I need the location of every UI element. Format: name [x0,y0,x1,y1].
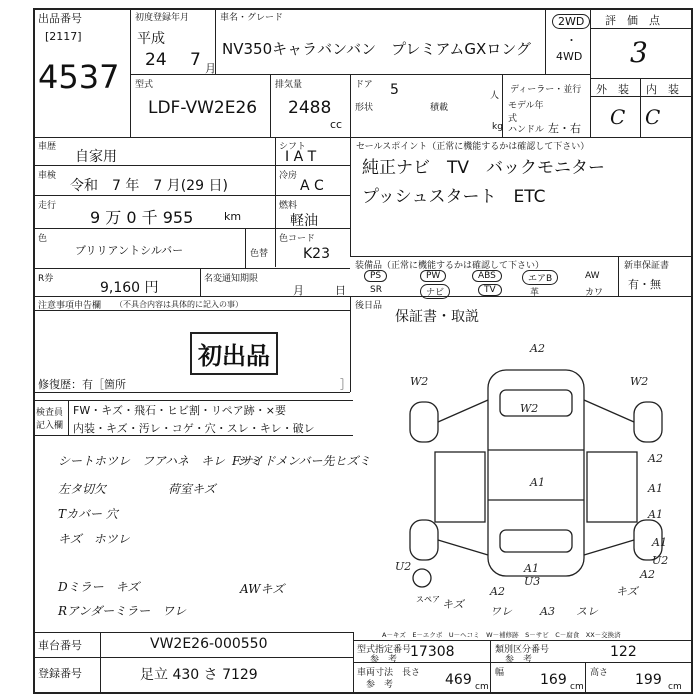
length-label: 長さ [402,668,421,678]
exterior-label: 外 装 [596,83,629,96]
notes-label: 注意事項申告欄 [38,301,102,311]
hw-note-7: Dミラー キズ [58,580,140,594]
shift: I A T [285,149,317,165]
class-no-label: 類別区分番号 [495,645,550,655]
hw-note-5: Tカバー 穴 [58,507,118,521]
color-code-label: 色コード [279,234,316,244]
class-number: 122 [610,644,637,660]
mileage-label: 走行 [38,201,57,211]
car-damage-diagram [390,340,690,620]
mark-6: A1 [648,482,663,495]
mark-0: A2 [530,342,545,355]
inspector-row-2: 内装・キズ・汚レ・コゲ・穴・スレ・キレ・破レ [73,422,315,435]
hw-note-4: 荷室キズ [168,482,216,496]
height-value: 199 [635,672,662,688]
color-change-label: 色替 [250,249,269,259]
reg-month: 7 [190,50,201,70]
history-label: 車歴 [38,142,57,152]
hw-note-2: Fサイドメンバー先ヒズミ [232,454,371,468]
persons-unit: 人 [490,91,500,101]
registration-number: 足立 430 さ 7129 [140,667,258,683]
selling-points-label: セールスポイント（正常に機能するかは確認して下さい） [356,142,590,152]
mark-4: A1 [530,476,545,489]
hw-note-8: AWキズ [240,582,285,596]
notes-sublabel: （不具合内容は具体的に記入の事） [115,300,243,309]
inspection-label: 車検 [38,171,57,181]
type-no-label: 型式指定番号 [357,645,412,655]
model-label: 型式 [135,80,154,90]
chassis-label: 車台番号 [38,639,82,652]
width-unit: cm [570,682,584,692]
length-value: 469 [445,672,472,688]
recycle-label: R券 [38,274,54,284]
kg-unit: kg [492,122,503,132]
width-value: 169 [540,672,567,688]
handle-label: ハンドル [508,125,545,135]
color: ブリリアントシルバー [75,244,184,257]
mark-14: A2 [490,585,505,598]
equip-abs: ABS [472,270,502,282]
rating-value: 3 [630,36,648,69]
km-unit: km [224,210,242,223]
mark-16: ワレ [490,605,512,618]
color-label: 色 [38,234,48,244]
shape-label: 形状 [355,103,374,113]
spare-label: スペア [416,595,440,604]
interior-grade: C [645,105,661,129]
era: 平成 [137,31,165,47]
rating-label: 評 価 点 [605,14,660,27]
reg-year: 24 [145,50,167,70]
mark-3: W2 [630,375,649,388]
fuel-label: 燃料 [279,201,298,211]
repair-label: 修復歴：有［箇所 [38,378,126,391]
width-label: 幅 [495,668,505,678]
model: LDF-VW2E26 [148,98,258,118]
mark-9: A1 [652,536,667,549]
displacement-label: 排気量 [275,80,303,90]
inspection: 令和 7 年 7 月(29 日) [70,178,228,194]
equip-pw: PW [420,270,446,282]
mark-11: A2 [640,568,655,581]
inspector-label-2: 記入欄 [36,421,64,431]
registration-label: 登録番号 [38,667,82,680]
history: 自家用 [75,149,117,165]
tax-label: 名変通知期限 [204,274,259,284]
load-label: 積載 [430,103,449,113]
warranty-value: 有・無 [628,278,661,291]
dealer-label: ディーラー・並行 [510,85,582,95]
mark-8: U2 [395,560,412,573]
inspector-row-1: FW・キズ・飛石・ヒビ割・リペア跡・×要 [73,404,286,417]
height-label: 高さ [590,668,609,678]
mark-12: A1 [524,562,539,575]
lot-header-label: 出品番号 [38,12,82,25]
equip-leather: 革 [530,288,540,298]
fuel: 軽油 [290,213,318,229]
bracket-number: [2117] [45,30,82,43]
model-year-label: モデル年式 [508,101,544,124]
equipment-label: 装備品（正常に機能するかは確認して下さい） [355,261,545,271]
drive-2wd: 2WD [552,14,590,29]
length-unit: cm [475,682,489,692]
equip-kawa: カワ [585,288,604,298]
type-number: 17308 [410,644,455,660]
drive-4wd: 4WD [556,50,583,63]
selling-points-line2: プッシュスタート ETC [362,187,546,207]
doors-label: ドア [355,80,373,90]
hw-note-3: 左タ切欠 [58,482,107,496]
size-label: 車両寸法 [357,668,394,678]
ac: A C [300,178,324,194]
mark-7: A1 [648,508,663,521]
mark-5: A2 [648,452,663,465]
interior-label: 内 装 [646,83,679,96]
equip-ps: PS [364,270,387,282]
equip-airbag: エアB [522,270,558,285]
equip-navi: ナビ [420,284,450,299]
displacement: 2488 [288,98,332,118]
hw-note-6: キズ ホツレ [58,532,130,546]
equip-tv: TV [478,284,502,296]
cc-unit: cc [330,118,343,131]
inspector-label-1: 検査員 [36,408,64,418]
color-code: K23 [303,246,330,262]
handle-value: 左・右 [548,122,581,135]
mark-13: U3 [524,575,541,588]
reg-date-label: 初度登録年月 [135,13,190,23]
car-name-label: 車名・グレード [220,13,284,23]
height-unit: cm [668,682,682,692]
ac-label: 冷房 [279,171,298,181]
month-unit: 月 [205,62,216,75]
mark-19: キズ [616,585,638,598]
mark-15: キズ [442,598,464,611]
warranty-label: 新車保証書 [624,261,670,271]
doors: 5 [390,82,399,98]
ref-label-1: 参 考 [370,655,398,665]
mileage: 9 万 0 千 955 [90,208,194,227]
mark-10: U2 [652,554,669,567]
hw-note-9: Rアンダーミラー ワレ [58,604,187,618]
mark-1: W2 [410,375,429,388]
car-name: NV350キャラバンバン プレミアムGXロング [222,40,532,58]
hw-note-1: シートホツレ フアハネ キレ シミ [58,454,261,468]
recycle-amount: 9,160 円 [100,280,159,296]
damage-legend: A－キズ E－エクボ U－ヘコミ W－補修跡 S－サビ C－腐食 XX－交換済 [382,631,621,639]
selling-points-line1: 純正ナビ TV バックモニター [362,158,606,178]
equip-aw: AW [585,271,600,281]
after-text: 保証書・取説 [395,309,479,325]
first-listing-stamp: 初出品 [190,332,278,375]
equip-sr: SR [370,285,382,295]
mark-18: スレ [576,605,598,618]
chassis-number: VW2E26-000550 [150,636,268,652]
after-label: 後日品 [355,301,383,311]
repair-close: ］ [340,378,351,391]
ref-label-2: 参 考 [505,655,533,665]
mark-17: A3 [540,605,555,618]
tax-month: 月 [293,284,304,297]
lot-number: 4537 [38,58,120,96]
shift-label: シフト [279,142,307,152]
mark-2: W2 [520,402,539,415]
exterior-grade: C [610,105,626,129]
tax-day: 日 [335,284,346,297]
ref-label-3: 参 考 [366,680,394,690]
